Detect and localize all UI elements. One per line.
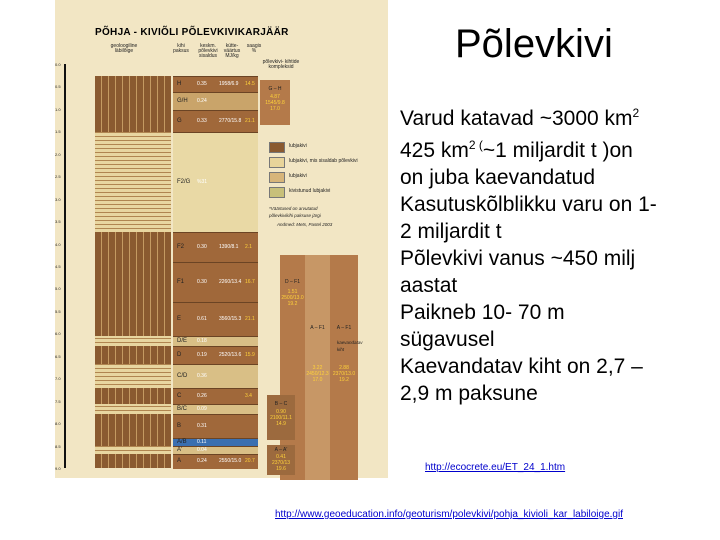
layer-label: C [177,393,182,399]
layer-label: B [177,423,182,429]
layer-label: A/B [177,439,187,445]
legend-item [265,170,375,185]
layer-thickness: 0.30 [197,279,207,285]
layer-yield: 15.9 [245,352,255,358]
complex-label: G – H [268,86,282,92]
header-section: geoloogiline läbilõige [110,43,138,54]
body-line [400,132,700,164]
layer-row [173,454,258,469]
ruler-tick: 2.0 [55,151,61,157]
layer-label: F2 [177,244,185,250]
lithology-band [95,414,171,438]
geological-section-figure [55,0,388,478]
header-content: keskm. põlevkivi sisaldus [198,43,218,59]
layer-yield: 20.7 [245,458,255,464]
source-link-ecocrete[interactable]: http://ecocrete.eu/ET_24_1.htm [425,462,566,473]
figure-source: Andmed: Mets, Pastel 2003 [277,222,333,227]
lithology-band [95,76,171,92]
layer-label: A [177,458,182,464]
body-line: Põlevkivi vanus ~450 milj [400,247,636,270]
layer-thickness: 0.26 [197,393,207,399]
layer-thickness: 0.61 [197,316,207,322]
complex-value: 3.22 2450/12.3 17.0 [306,365,329,383]
layer-yield: 16.7 [245,279,255,285]
complex-label: B – C [274,401,288,407]
lithology-band [95,404,171,414]
body-line: Kaevandatav kiht on 2,7 – [400,355,643,378]
ruler-tick: 7.0 [55,376,61,382]
layer-thickness: 0.11 [197,439,207,445]
layer-row [173,346,258,365]
lithology-band [95,232,171,262]
body-line: Kasutuskõlblikku varu on 1- [400,193,657,216]
layer-label: E [177,316,182,322]
header-yield: saagis % [246,43,262,54]
layer-thickness: 0.36 [197,373,207,379]
body-line: 2,9 m paksune [400,382,538,405]
lithology-band [95,132,171,232]
legend-label: lubjakivi [289,143,307,149]
complex-column-af1 [305,255,330,480]
layer-thickness: 0.04 [197,447,207,453]
layer-label: D/E [177,338,188,344]
lithology-band [95,388,171,404]
complex-label: A – F1 [336,325,352,331]
legend-label: lubjakivi [289,173,307,179]
ruler-tick: 1.5 [55,129,61,135]
ruler-tick: 1.0 [55,106,61,112]
layer-row [173,132,258,233]
legend-swatch [269,157,285,168]
layer-yield: 2.1 [245,244,252,250]
body-line: 2 miljardit t [400,220,502,243]
layer-thickness: 0.30 [197,244,207,250]
layer-row [173,302,258,337]
legend-swatch [269,187,285,198]
lithology-band [95,302,171,336]
source-link-geoeducation[interactable]: http://www.geoeducation.info/geoturism/polevkivi/pohja_kivioli_kar_labiloige.gif [275,509,623,520]
complex-column-bc [267,395,295,440]
ruler-tick: 0.5 [55,84,61,90]
ruler-tick: 5.5 [55,308,61,314]
layer-label: C/D [177,373,188,379]
slide-body [400,100,700,407]
depth-ruler [64,64,66,468]
ruler-tick: 4.5 [55,264,61,269]
ruler-tick: 2.5 [55,174,61,180]
legend-swatch [269,142,285,153]
complex-column-af1-mined [330,255,358,480]
layer-label: D [177,352,182,358]
header-complexes: põlevkivi- kihtide kompleksid [262,59,300,70]
layer-thickness: 0.09 [197,406,207,412]
figure-title: PÕHJA - KIVIÕLI PÕLEVKIVIKARJÄÄR [95,27,289,38]
lithology-band [95,336,171,346]
layer-row [173,92,258,111]
layer-row [173,110,258,133]
legend-label: lubjakivi, mis sisaldab põlevkivi [289,158,358,164]
layer-label: G/H [177,98,188,104]
column-note: kaevandatav [337,340,363,345]
layer-calorific: 2260/13.4 [219,279,242,285]
body-line: on juba kaevandatud [400,166,595,189]
ruler-tick: 4.0 [55,241,61,247]
body-line: Paikneb 10- 70 m [400,301,565,324]
complex-value: 1.51 2500/13.0 19.2 [281,289,304,307]
complex-label: D – F1 [284,279,300,285]
legend [265,140,375,200]
layer-thickness: 0.19 [197,352,207,358]
complex-column-aa [267,445,295,475]
legend-item [265,140,375,155]
ruler-tick: 7.5 [55,398,61,404]
body-line: aastat [400,274,458,297]
layer-yield: 21.1 [245,118,255,124]
lithology-band [95,364,171,388]
layer-yield: 3.4 [245,393,252,399]
body-text: Varud katavad ~3000 km [400,107,633,130]
body-line: sügavusel [400,328,495,351]
lithology-band [95,346,171,364]
lithology-band [95,446,171,454]
layer-calorific: 2520/13.6 [219,352,242,358]
complex-label: A – A' [274,447,288,453]
slide-title: Põlevkivi [455,22,613,66]
complex-value: 4.87 1545/9.8 17.0 [265,94,285,112]
lithology-band [95,110,171,132]
layer-label: F2/G [177,179,191,185]
layer-label: H [177,81,182,87]
layer-label: G [177,118,182,124]
figure-note: *Väärtused on arvutatud [269,206,318,211]
layer-calorific: 1390/8.1 [219,244,239,250]
legend-label: kivistunud lubjakivi [289,188,331,194]
body-text: 425 km [400,139,469,162]
lithology-band [95,454,171,468]
ruler-tick: 0.0 [55,62,61,67]
header-calorific: kütte- väärtus MJ/kg [223,43,241,59]
superscript: 2 ( [468,138,483,152]
layer-row [173,388,258,405]
layer-calorific: 2770/15.8 [219,118,242,124]
complex-value: 0.41 2370/13 19.6 [271,454,291,472]
complex-value: 2.88 2370/13.0 19.2 [332,365,356,383]
lithology-band [95,438,171,446]
legend-item [265,155,375,170]
ruler-tick: 8.5 [55,443,61,449]
header-thickness: kihi paksus [173,43,189,54]
lithology-band [95,262,171,302]
layer-thickness: 0.35 [197,81,207,87]
layer-thickness: 0.18 [197,338,207,344]
ruler-tick: 3.0 [55,196,61,202]
ruler-tick: 8.0 [55,421,61,427]
ruler-tick: 6.0 [55,331,61,337]
complex-column-gh [260,80,290,125]
lithology-band [95,92,171,110]
superscript: 2 [632,106,640,120]
legend-item [265,185,375,200]
body-text: ~1 miljardit t )on [482,139,633,162]
layer-row [173,76,258,93]
layer-yield: 14.5 [245,81,255,87]
layer-thickness: 0.24 [197,98,207,104]
layer-row [173,262,258,303]
ruler-tick: 9.0 [55,466,61,471]
layer-label: A' [177,447,183,453]
layer-row [173,414,258,439]
ruler-tick: 3.5 [55,219,61,225]
layer-row [173,232,258,263]
complex-label: A – F1 [310,325,325,331]
legend-swatch [269,172,285,183]
layer-thickness: 0.31 [197,423,207,429]
layer-calorific: 1958/6.9 [219,81,239,87]
figure-note: põlevkivikihi paksuse järgi [269,213,321,218]
ruler-tick: 6.5 [55,353,61,359]
ruler-tick: 5.0 [55,286,61,292]
column-note: kiht [337,347,345,352]
body-line [400,100,700,132]
layer-calorific: 3560/15.3 [219,316,242,322]
layer-label: F1 [177,279,185,285]
layer-label: B/C [177,406,188,412]
layer-yield: 21.1 [245,316,255,322]
layer-thickness: %31 [197,179,208,185]
layer-calorific: 2550/15.0 [219,458,242,464]
layer-row [173,364,258,389]
complex-value: 0.90 2100/11.1 14.9 [270,409,292,427]
layer-thickness: 0.24 [197,458,207,464]
layer-thickness: 0.33 [197,118,207,124]
